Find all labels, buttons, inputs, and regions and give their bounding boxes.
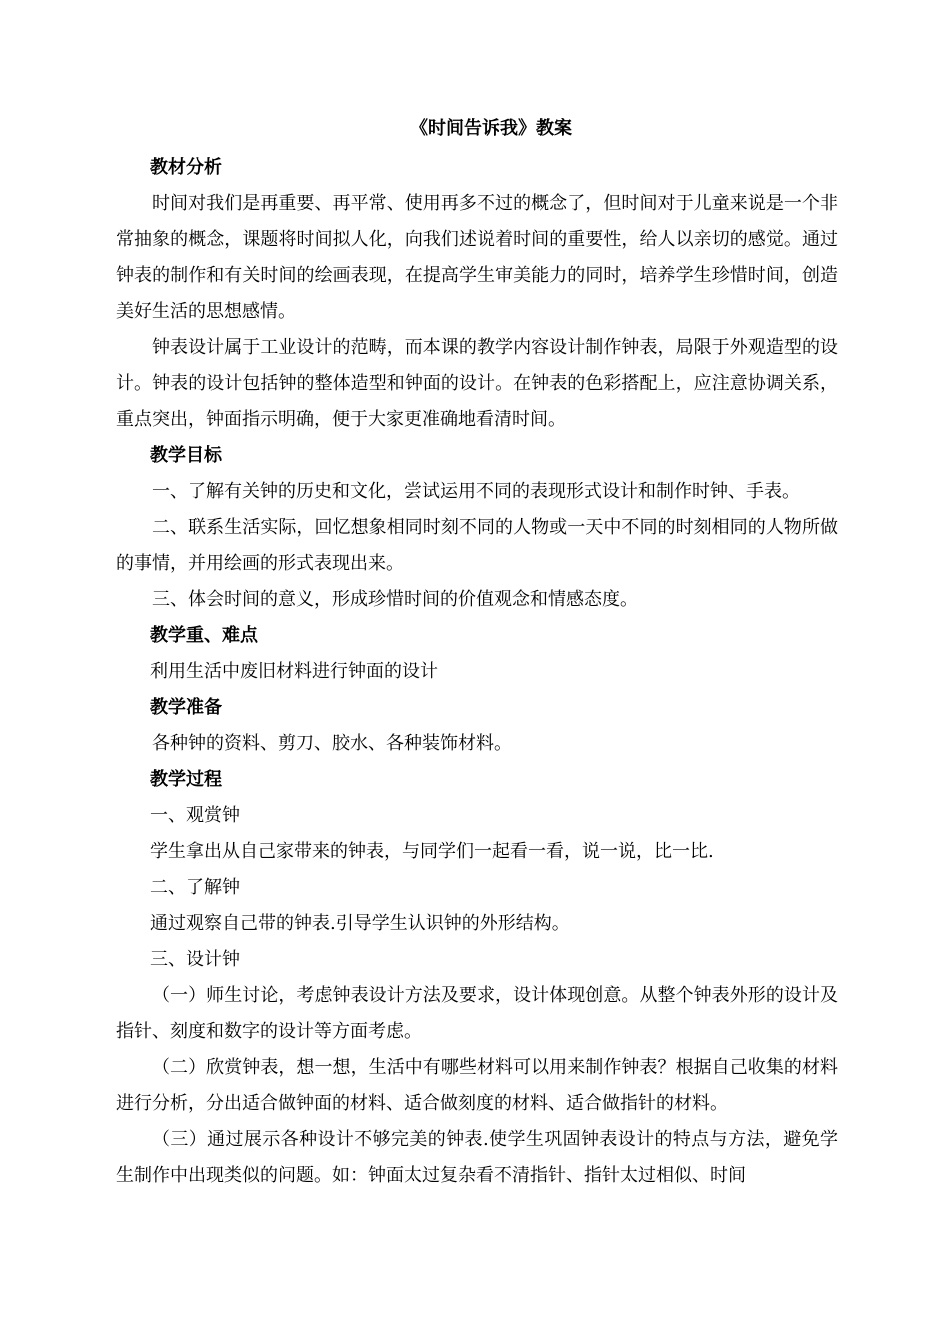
heading-prep: 教学准备: [150, 697, 222, 718]
heading-process: 教学过程: [150, 769, 222, 790]
paragraph-analysis-1: 时间对我们是再重要、再平常、使用再多不过的概念了，但时间对于儿童来说是一个非常抽象的概念，课题将时间拟人化，向我们述说着时间的重要性，给人以亲切的感觉。通过钟表的制作和有关时间的绘画表现，在提高学生审美能力的同时，培养学生珍惜时间，创造美好生活的思想感情。: [116, 193, 838, 322]
process-step-2: 二、了解钟: [150, 877, 240, 898]
goal-item-1: 一、了解有关钟的历史和文化，尝试运用不同的表现形式设计和制作时钟、手表。: [152, 481, 800, 502]
heading-goals: 教学目标: [150, 445, 222, 466]
process-step-3-paragraph-3: （三）通过展示各种设计不够完美的钟表.使学生巩固钟表设计的特点与方法，避免学生制作中出现类似的问题。如：钟面太过复杂看不清指针、指针太过相似、时间: [116, 1129, 838, 1186]
keypoints-text: 利用生活中废旧材料进行钟面的设计: [150, 661, 438, 682]
process-step-1: 一、观赏钟: [150, 805, 240, 826]
document-title: 《时间告诉我》教案: [410, 118, 572, 139]
process-step-2-text: 通过观察自己带的钟表.引导学生认识钟的外形结构。: [150, 913, 570, 934]
process-step-3: 三、设计钟: [150, 949, 240, 970]
goal-item-2: 二、联系生活实际，回忆想象相同时刻不同的人物或一天中不同的时刻相同的人物所做的事情，并用绘画的形式表现出来。: [116, 517, 838, 574]
prep-text: 各种钟的资料、剪刀、胶水、各种装饰材料。: [152, 733, 512, 754]
heading-analysis: 教材分析: [150, 157, 222, 178]
process-step-1-text: 学生拿出从自己家带来的钟表，与同学们一起看一看，说一说，比一比.: [150, 841, 714, 862]
paragraph-analysis-2: 钟表设计属于工业设计的范畴，而本课的教学内容设计制作钟表，局限于外观造型的设计。钟表的设计包括钟的整体造型和钟面的设计。在钟表的色彩搭配上，应注意协调关系，重点突出，钟面指示明确，便于大家更准确地看清时间。: [116, 337, 838, 430]
heading-keypoints: 教学重、难点: [150, 625, 258, 646]
process-step-3-paragraph-2: （二）欣赏钟表，想一想，生活中有哪些材料可以用来制作钟表？根据自己收集的材料进行分析，分出适合做钟面的材料、适合做刻度的材料、适合做指针的材料。: [116, 1057, 838, 1114]
document-body: [116, 150, 838, 1194]
goal-item-3: 三、体会时间的意义，形成珍惜时间的价值观念和情感态度。: [152, 589, 638, 610]
process-step-3-paragraph-1: （一）师生讨论，考虑钟表设计方法及要求，设计体现创意。从整个钟表外形的设计及指针、刻度和数字的设计等方面考虑。: [116, 985, 838, 1042]
